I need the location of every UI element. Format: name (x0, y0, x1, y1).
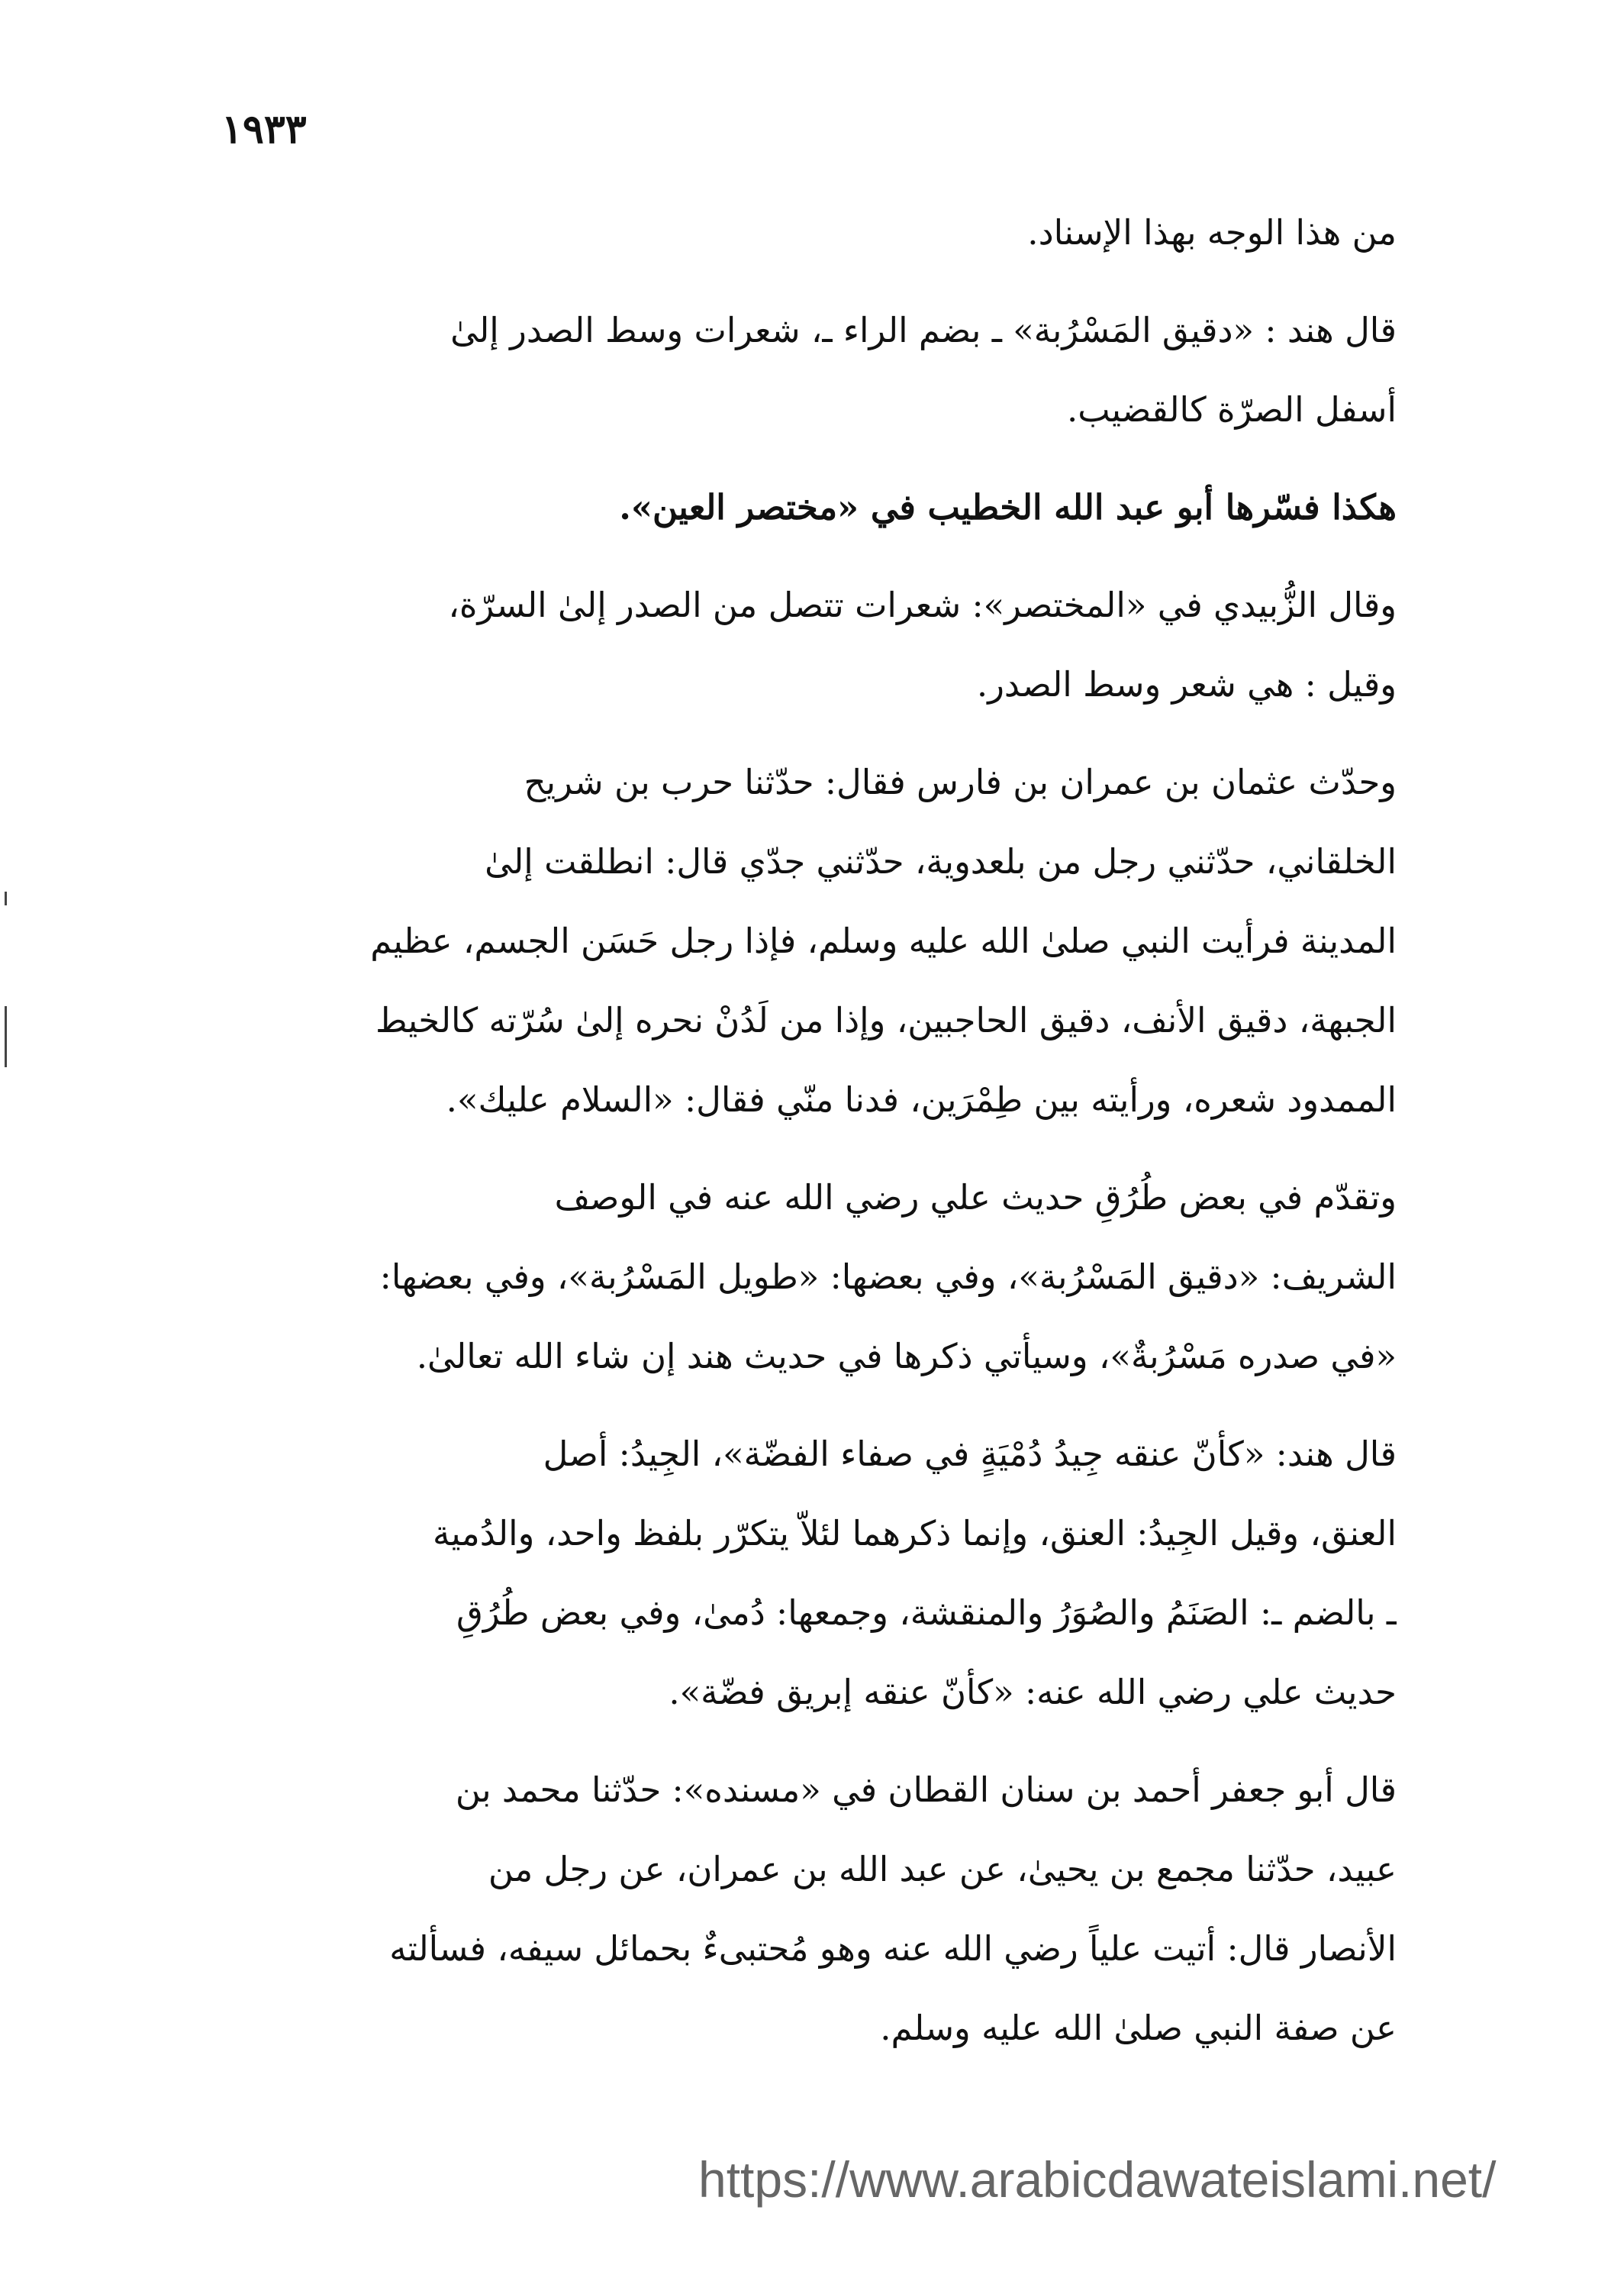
text-line: وتقدّم في بعض طُرُقِ حديث علي رضي الله عنه في الوصف (554, 1177, 1397, 1218)
text-line: «في صدره مَسْرُبةٌ»، وسيأتي ذكرها في حديث هند إن شاء الله تعالىٰ. (416, 1336, 1397, 1376)
paragraph (221, 566, 1397, 724)
text-line: هكذا فسّرها أبو عبد الله الخطيب في «مختصر العين». (619, 487, 1397, 528)
text-line: الخلقاني، حدّثني رجل من بلعدوية، حدّثني جدّي قال: انطلقت إلىٰ (485, 841, 1397, 882)
text-line: الشريف: «دقيق المَسْرُبة»، وفي بعضها: «طويل المَسْرُبة»، وفي بعضها: (379, 1257, 1397, 1297)
text-line: الجبهة، دقيق الأنف، دقيق الحاجبين، وإذا من لَدُنْ نحره إلىٰ سُرّته كالخيط (375, 1000, 1397, 1040)
paragraph (221, 1415, 1397, 1732)
text-line: قال هند: «كأنّ عنقه جِيدُ دُمْيَةٍ في صفاء الفضّة»، الجِيدُ: أصل (543, 1434, 1397, 1474)
paragraph (221, 743, 1397, 1140)
paragraph (221, 1158, 1397, 1396)
text-line: عبيد، حدّثنا مجمع بن يحيىٰ، عن عبد الله بن عمران، عن رجل من (488, 1849, 1397, 1889)
text-line: وحدّث عثمان بن عمران بن فارس فقال: حدّثنا حرب بن شريح (524, 762, 1397, 802)
text-line: قال أبو جعفر أحمد بن سنان القطان في «مسنده»: حدّثنا محمد بن (455, 1770, 1397, 1810)
body-text (221, 193, 1397, 2068)
scan-margin-mark (5, 892, 7, 905)
text-line: عن صفة النبي صلىٰ الله عليه وسلم. (880, 2008, 1397, 2048)
paragraph (221, 1750, 1397, 2068)
text-line: الأنصار قال: أتيت علياً رضي الله عنه وهو مُحتبىءٌ بحمائل سيفه، فسألته (389, 1928, 1397, 1969)
paragraph (221, 291, 1397, 450)
paragraph (221, 468, 1397, 547)
text-line: حديث علي رضي الله عنه: «كأنّ عنقه إبريق فضّة». (669, 1672, 1397, 1712)
paragraph (221, 193, 1397, 273)
text-line: ـ بالضم ـ: الصَنَمُ والصُوَرُ والمنقشة، وجمعها: دُمىٰ، وفي بعض طُرُقِ (456, 1592, 1397, 1633)
text-line: أسفل الصرّة كالقضيب. (1066, 389, 1397, 430)
text-line: وقيل : هي شعر وسط الصدر. (976, 664, 1397, 705)
watermark-url: https://www.arabicdawateislami.net/ (698, 2151, 1497, 2208)
text-line: وقال الزُّبيدي في «المختصر»: شعرات تتصل من الصدر إلىٰ السرّة، (448, 585, 1397, 625)
text-line: من هذا الوجه بهذا الإسناد. (1027, 212, 1397, 253)
text-line: المدينة فرأيت النبي صلىٰ الله عليه وسلم، فإذا رجل حَسَن الجسم، عظيم (370, 921, 1397, 961)
scan-margin-mark (5, 1006, 7, 1067)
text-line: قال هند : «دقيق المَسْرُبة» ـ بضم الراء ـ، شعرات وسط الصدر إلىٰ (450, 310, 1397, 350)
page-number: ١٩٣٣ (221, 106, 307, 153)
text-line: العنق، وقيل الجِيدُ: العنق، وإنما ذكرهما لئلاّ يتكرّر بلفظ واحد، والدُمية (432, 1513, 1397, 1553)
text-line: الممدود شعره، ورأيته بين طِمْرَين، فدنا منّي فقال: «السلام عليك». (446, 1079, 1397, 1120)
